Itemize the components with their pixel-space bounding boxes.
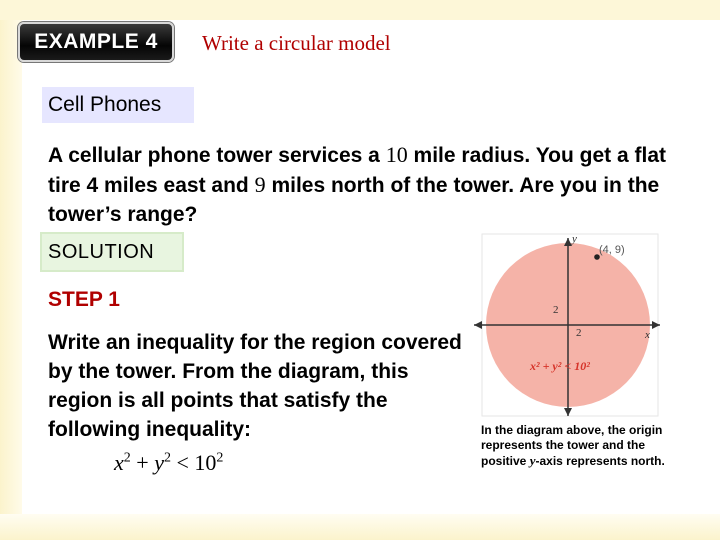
inequality-y: y (154, 450, 164, 475)
step-text: Write an inequality for the region covered by the tower. From the diagram, this region is all points that satisfy the following inequality: (48, 331, 462, 441)
problem-text-1: A cellular phone tower services a (48, 144, 386, 167)
point-label: (4, 9) (599, 244, 625, 256)
topic-label: Cell Phones (42, 87, 194, 123)
example-title: Write a circular model (202, 31, 391, 55)
caption-axis: y (529, 453, 536, 468)
caption-text-1: In the diagram above, the origin represents the tower and the positive (481, 423, 663, 468)
inequality-less-than: < (176, 450, 189, 475)
y-tick-label: 2 (553, 304, 559, 316)
problem-statement (48, 140, 668, 229)
caption-text-2: -axis represents north. (535, 454, 665, 468)
example-badge: EXAMPLE 4 (18, 22, 174, 62)
step-label: STEP 1 (48, 288, 120, 311)
x-axis-left-arrow (474, 321, 482, 329)
inequality-radius-exponent: 2 (216, 450, 224, 466)
top-decoration-bar (0, 0, 720, 20)
bottom-decoration-bar (0, 514, 720, 540)
diagram-caption (481, 423, 681, 469)
problem-text-3: miles north of the tower. Are you in the tower’s range? (48, 174, 660, 226)
inequality-radius: 10 (194, 450, 217, 475)
inequality-plus: + (136, 450, 149, 475)
inequality-x: x (114, 450, 124, 475)
y-axis-label: y (572, 233, 577, 245)
circle-diagram (470, 230, 670, 420)
solution-label: SOLUTION (42, 234, 182, 270)
inequality-y-exponent: 2 (163, 450, 171, 466)
x-axis-label: x (645, 329, 650, 341)
inequality (114, 450, 223, 476)
left-decoration-bar (0, 0, 22, 540)
inequality-x-exponent: 2 (123, 450, 131, 466)
problem-north: 9 (254, 172, 266, 197)
problem-radius: 10 (385, 142, 408, 167)
problem-text-2: mile radius. You get a flat tire 4 miles east and (48, 144, 666, 197)
x-tick-label: 2 (576, 327, 582, 339)
region-label: x² + y² < 10² (530, 359, 590, 373)
